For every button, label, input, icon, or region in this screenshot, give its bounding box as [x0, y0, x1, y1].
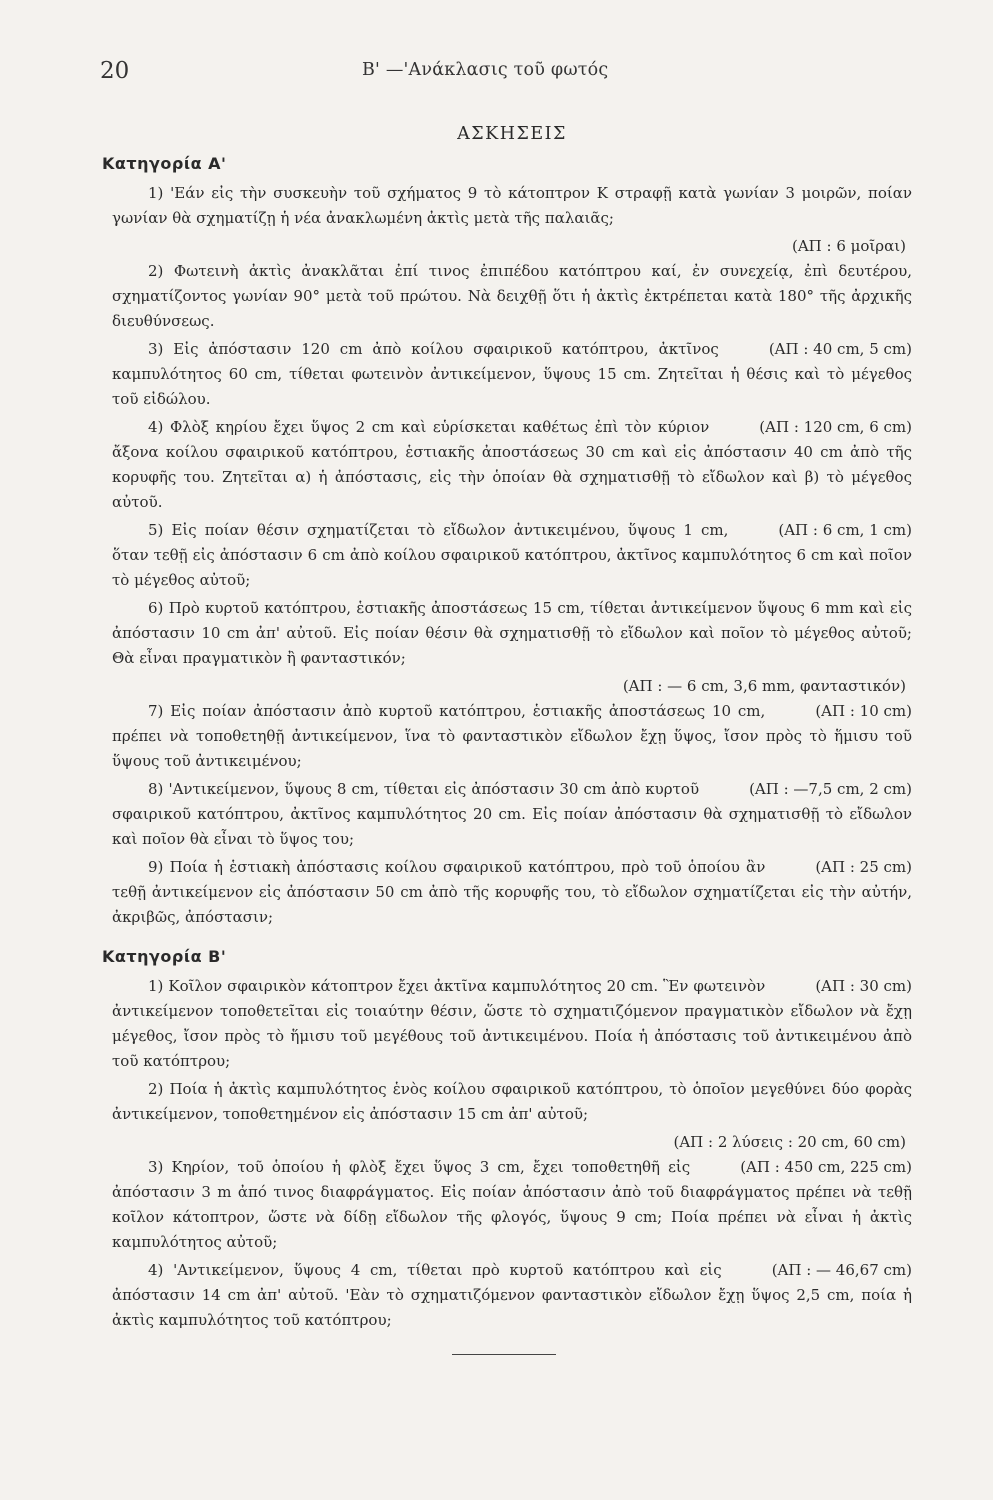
exercise-text: 4) 'Αντικείμενον, ὕψους 4 cm, τίθεται πρὸ κυρτοῦ κατόπτρου καὶ εἰς ἀπόστασιν 14 cm ἀπ' αὐτοῦ. 'Εὰν τὸ σχηματιζόμενον φανταστικὸν εἴδωλον ἔχῃ ὕψος 2,5 cm, ποία ἡ ἀκτὶς καμπυλότητος τοῦ κατόπτρου; — [112, 1261, 912, 1329]
exercise-b1 — [112, 974, 912, 1074]
exercise-text: 7) Εἰς ποίαν ἀπόστασιν ἀπὸ κυρτοῦ κατόπτρου, ἑστιακῆς ἀποστάσεως 10 cm, πρέπει νὰ τοποθετηθῇ ἀντικείμενον, ἵνα τὸ φανταστικὸν εἴδωλον ἔχῃ ὕψος, ἴσον πρὸς τὸ ἥμισυ τοῦ ὕψους τοῦ ἀντικειμένου; — [112, 702, 912, 770]
exercise-answer: (ΑΠ : 6 cm, 1 cm) — [778, 521, 912, 539]
exercise-answer: (ΑΠ : 40 cm, 5 cm) — [768, 340, 912, 358]
exercise-answer: (ΑΠ : — 46,67 cm) — [771, 1261, 912, 1279]
exercise-b4 — [112, 1258, 912, 1333]
running-head: Β' —'Ανάκλασις τοῦ φωτός — [362, 60, 609, 80]
category-a-title: Κατηγορία Α' — [102, 154, 227, 173]
exercise-a1 — [112, 181, 912, 231]
exercise-text: 5) Εἰς ποίαν θέσιν σχηματίζεται τὸ εἴδωλον ἀντικειμένου, ὕψους 1 cm, ὅταν τεθῇ εἰς ἀπόστασιν 6 cm ἀπὸ κοίλου σφαιρικοῦ κατόπτρου, ἀκτῖνος καμπυλότητος 6 cm καὶ ποῖον τὸ μέγεθος αὐτοῦ; — [112, 521, 912, 589]
exercise-b2 — [112, 1077, 912, 1127]
section-title: ΑΣΚΗΣΕΙΣ — [457, 124, 567, 144]
exercise-text: 1) 'Εάν εἰς τὴν συσκευὴν τοῦ σχήματος 9 τὸ κάτοπτρον Κ στραφῇ κατὰ γωνίαν 3 μοιρῶν, ποίαν γωνίαν θὰ σχηματίζῃ ἡ νέα ἀνακλωμένη ἀκτὶς μετὰ τῆς παλαιᾶς; — [112, 184, 912, 227]
exercise-text: 8) 'Αντικείμενον, ὕψους 8 cm, τίθεται εἰς ἀπόστασιν 30 cm ἀπὸ κυρτοῦ σφαιρικοῦ κατόπτρου, ἀκτῖνος καμπυλότητος 20 cm. Εἰς ποίαν ἀπόστασιν θὰ σχηματισθῇ τὸ εἴδωλον καὶ ποῖον θὰ εἶναι τὸ ὕψος του; — [112, 780, 912, 848]
exercise-a7 — [112, 699, 912, 774]
exercise-answer: (ΑΠ : 30 cm) — [815, 977, 912, 995]
page-number: 20 — [100, 58, 130, 84]
exercise-a4 — [112, 415, 912, 515]
exercise-a9 — [112, 855, 912, 930]
exercise-answer: (ΑΠ : 10 cm) — [815, 702, 912, 720]
category-b-title: Κατηγορία Β' — [102, 947, 227, 966]
exercise-text: 6) Πρὸ κυρτοῦ κατόπτρου, ἑστιακῆς ἀποστάσεως 15 cm, τίθεται ἀντικείμενον ὕψους 6 mm καὶ εἰς ἀπόστασιν 10 cm ἀπ' αὐτοῦ. Εἰς ποίαν θέσιν θὰ σχηματισθῇ τὸ εἴδωλον καὶ ποῖον τὸ μέγεθος αὐτοῦ; Θὰ εἶναι πραγματικὸν ἢ φανταστικόν; — [112, 599, 912, 667]
exercise-a6 — [112, 596, 912, 671]
exercise-content — [102, 118, 912, 1336]
end-divider — [452, 1354, 556, 1355]
exercise-a6-answer: (ΑΠ : — 6 cm, 3,6 mm, φανταστικόν) — [622, 677, 906, 695]
exercise-b2-answer: (ΑΠ : 2 λύσεις : 20 cm, 60 cm) — [673, 1133, 906, 1151]
exercise-a8 — [112, 777, 912, 852]
exercise-answer: (ΑΠ : 120 cm, 6 cm) — [759, 418, 912, 436]
exercise-a2 — [112, 259, 912, 334]
exercise-answer: (ΑΠ : 25 cm) — [815, 858, 912, 876]
exercise-answer: (ΑΠ : 450 cm, 225 cm) — [740, 1158, 912, 1176]
exercise-text: 3) Κηρίον, τοῦ ὁποίου ἡ φλὸξ ἔχει ὕψος 3 cm, ἔχει τοποθετηθῆ εἰς ἀπόστασιν 3 m ἀπό τινος διαφράγματος. Εἰς ποίαν ἀπόστασιν ἀπὸ τοῦ διαφράγματος πρέπει νὰ τεθῇ κοῖλον κάτοπτρον, ὥστε νὰ δίδῃ εἴδωλον τῆς φλογός, ὕψους 9 cm; Ποία πρέπει νὰ εἶναι ἡ ἀκτὶς καμπυλότητος αὐτοῦ; — [112, 1158, 912, 1251]
exercise-a3 — [112, 337, 912, 412]
exercise-text: 2) Ποία ἡ ἀκτὶς καμπυλότητος ἑνὸς κοίλου σφαιρικοῦ κατόπτρου, τὸ ὁποῖον μεγεθύνει δύο φορὰς ἀντικείμενον, τοποθετημένον εἰς ἀπόστασιν 15 cm ἀπ' αὐτοῦ; — [112, 1080, 912, 1123]
exercise-a5 — [112, 518, 912, 593]
exercise-b3 — [112, 1155, 912, 1255]
exercise-text: 4) Φλὸξ κηρίου ἔχει ὕψος 2 cm καὶ εὑρίσκεται καθέτως ἐπὶ τὸν κύριον ἄξονα κοίλου σφαιρικοῦ κατόπτρου, ἑστιακῆς ἀποστάσεως 30 cm καὶ εἰς ἀπόστασιν 40 cm ἀπὸ τῆς κορυφῆς του. Ζητεῖται α) ἡ ἀπόστασις, εἰς τὴν ὁποίαν θὰ σχηματισθῇ τὸ εἴδωλον καὶ β) τὸ μέγεθος αὐτοῦ. — [112, 418, 912, 511]
exercise-answer: (ΑΠ : —7,5 cm, 2 cm) — [749, 780, 912, 798]
exercise-text: 2) Φωτεινὴ ἀκτὶς ἀνακλᾶται ἐπί τινος ἐπιπέδου κατόπτρου καί, ἐν συνεχείᾳ, ἐπὶ δευτέρου, σχηματίζοντος γωνίαν 90° μετὰ τοῦ πρώτου. Νὰ δειχθῇ ὅτι ἡ ἀκτὶς ἐκτρέπεται κατὰ 180° τῆς ἀρχικῆς διευθύνσεως. — [112, 262, 912, 330]
exercise-text: 3) Εἰς ἀπόστασιν 120 cm ἀπὸ κοίλου σφαιρικοῦ κατόπτρου, ἀκτῖνος καμπυλότητος 60 cm, τίθεται φωτεινὸν ἀντικείμενον, ὕψους 15 cm. Ζητεῖται ἡ θέσις καὶ τὸ μέγεθος τοῦ εἰδώλου. — [112, 340, 912, 408]
exercise-text: 9) Ποία ἡ ἑστιακὴ ἀπόστασις κοίλου σφαιρικοῦ κατόπτρου, πρὸ τοῦ ὁποίου ἂν τεθῇ ἀντικείμενον εἰς ἀπόστασιν 50 cm ἀπὸ τῆς κορυφῆς του, τὸ εἴδωλον σχηματίζεται εἰς τὴν αὐτήν, ἀκριβῶς, ἀπόστασιν; — [112, 858, 912, 926]
exercise-a1-answer: (ΑΠ : 6 μοῖραι) — [791, 237, 906, 255]
exercise-text: 1) Κοῖλον σφαιρικὸν κάτοπτρον ἔχει ἀκτῖνα καμπυλότητος 20 cm. Ἓν φωτεινὸν ἀντικείμενον τοποθετεῖται εἰς τοιαύτην θέσιν, ὥστε τὸ σχηματιζόμενον πραγματικὸν εἴδωλον νὰ ἔχῃ μέγεθος, ἴσον πρὸς τὸ ἥμισυ τοῦ μεγέθους τοῦ ἀντικειμένου. Ποία ἡ ἀπόστασις τοῦ ἀντικειμένου ἀπὸ τοῦ κατόπτρου; — [112, 977, 912, 1070]
